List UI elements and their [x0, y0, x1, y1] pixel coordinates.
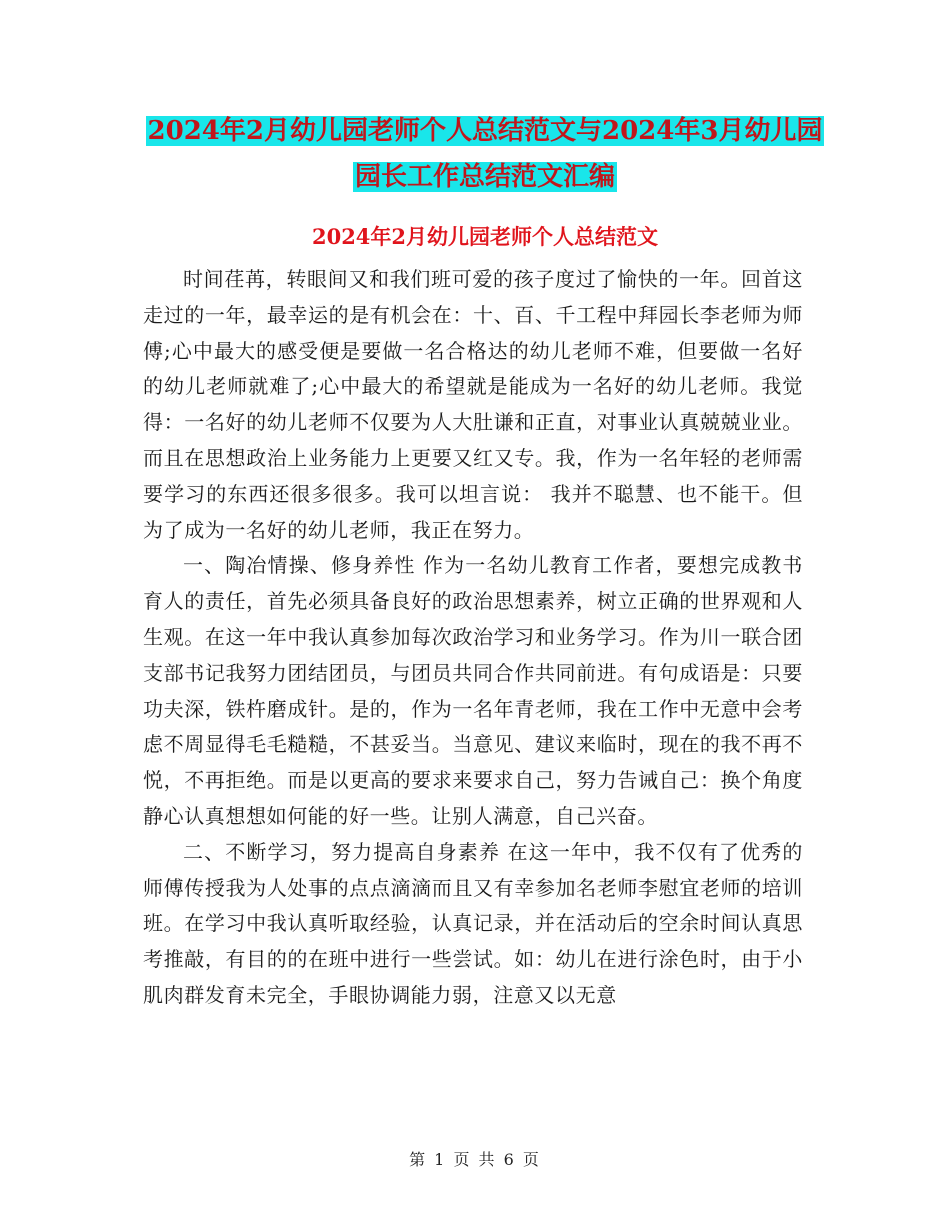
title-highlight: 2024年2月幼儿园老师个人总结范文与2024年3月幼儿园园长工作总结范文汇编 — [147, 116, 823, 192]
paragraph-3: 二、不断学习，努力提高自身素养 在这一年中，我不仅有了优秀的师傅传授我为人处事的点点滴滴而且又有幸参加名老师李慰宜老师的培训班。在学习中我认真听取经验，认真记录，并在活动后的空余时间认真思考推敲，有目的的在班中进行一些尝试。如：幼儿在进行涂色时，由于小肌肉群发育未完全，手眼协调能力弱，注意又以无意 — [143, 839, 803, 1007]
paragraph-1: 时间荏苒，转眼间又和我们班可爱的孩子度过了愉快的一年。回首这走过的一年，最幸运的是有机会在：十、百、千工程中拜园长李老师为师傅;心中最大的感受便是要做一名合格达的幼儿老师不难，但要做一名好的幼儿老师就难了;心中最大的希望就是能成为一名好的幼儿老师。我觉得：一名好的幼儿老师不仅要为人大肚谦和正直，对事业认真兢兢业业。而且在思想政治上业务能力上更要又红又专。我，作为一名年轻的老师需要学习的东西还很多很多。我可以坦言说： 我并不聪慧、也不能干。但为了成为一名好的幼儿老师，我正在努力。 — [143, 267, 803, 542]
section-title: 2024年2月幼儿园老师个人总结范文 — [311, 224, 659, 249]
document-title — [140, 108, 830, 200]
page-footer: 第 1 页 共 6 页 — [409, 1150, 541, 1169]
document-body — [143, 262, 803, 1014]
paragraph-2: 一、陶冶情操、修身养性 作为一名幼儿教育工作者，要想完成教书育人的责任，首先必须具备良好的政治思想素养，树立正确的世界观和人生观。在这一年中我认真参加每次政治学习和业务学习。作为川一联合团支部书记我努力团结团员，与团员共同合作共同前进。有句成语是：只要功夫深，铁杵磨成针。是的，作为一名年青老师，我在工作中无意中会考虑不周显得毛毛糙糙，不甚妥当。当意见、建议来临时，现在的我不再不悦，不再拒绝。而是以更高的要求来要求自己，努力告诫自己：换个角度静心认真想想如何能的好一些。让别人满意，自己兴奋。 — [143, 553, 803, 828]
